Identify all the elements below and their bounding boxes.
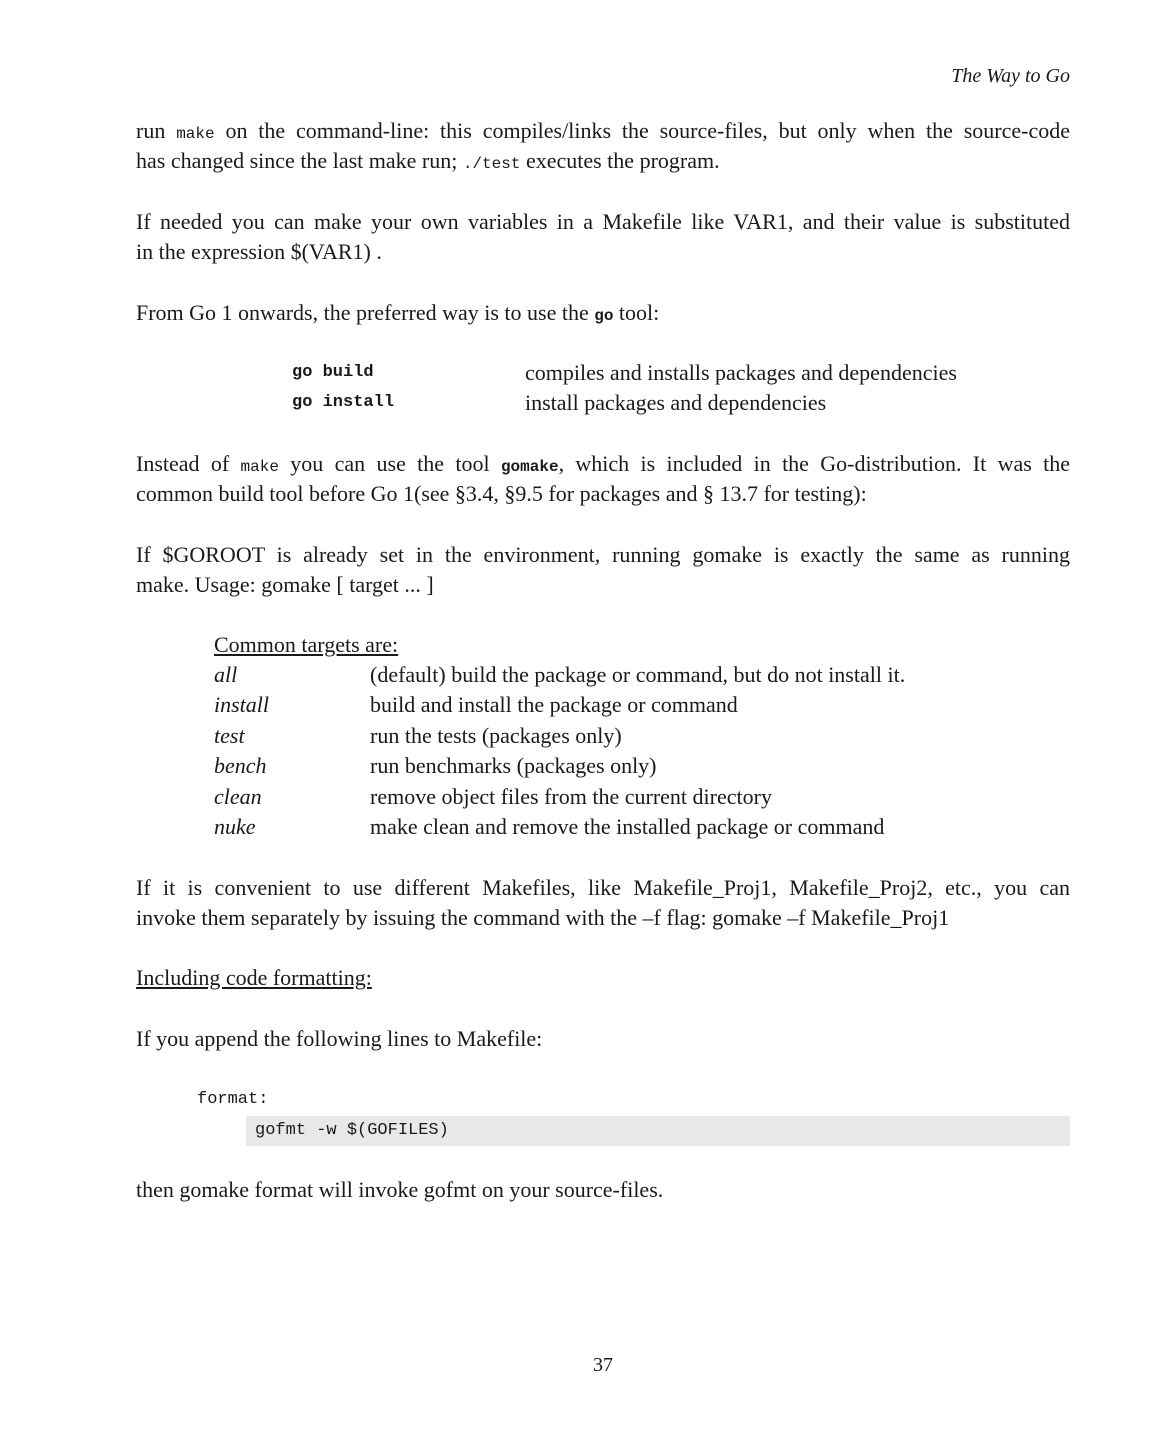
target-description: run the tests (packages only) [370,723,622,748]
page-number: 37 [593,1354,613,1376]
inline-code: make [176,125,215,143]
target-name: clean [214,784,262,809]
text-segment: If it is convenient to use different Makefiles, like Makefile_Proj1, Makefile_Proj2, etc., you can [136,875,1070,900]
text-line [136,208,1070,236]
text-segment: on the command-line: this compiles/links the source-files, but only when the source-code [214,118,1070,143]
text-segment: run [136,118,177,143]
target-name: install [214,692,270,717]
target-name: nuke [214,814,256,839]
command-description: compiles and installs packages and dependencies [525,360,957,385]
targets-heading: Common targets are: [214,632,399,657]
text-segment: executes the program. [520,148,720,173]
text-line [136,541,1070,569]
inline-code: go [594,307,614,325]
inline-code: gomake [500,458,559,476]
target-description: remove object files from the current directory [370,784,772,809]
command-description: install packages and dependencies [525,390,827,415]
text-segment: Including code formatting: [136,965,372,990]
text-segment: If $GOROOT is already set in the environment, running gomake is exactly the same as running [136,542,1070,567]
target-description: run benchmarks (packages only) [370,753,657,778]
inline-code: make [240,458,279,476]
target-description: (default) build the package or command, but do not install it. [370,662,906,687]
text-segment: has changed since the last make run; [136,148,463,173]
text-line [136,904,1070,932]
text-segment: Instead of [136,451,241,476]
command-name: go install [292,393,395,412]
text-segment: you can use the tool [278,451,501,476]
text-line [136,117,1070,145]
text-segment: common build tool before Go 1(see §3.4, §9.5 for packages and § 13.7 for testing): [136,481,867,506]
text-line [136,480,1070,508]
text-line [136,147,1070,175]
inline-code: ./test [462,155,521,173]
text-line [136,450,1070,478]
code-command: gofmt -w $(GOFILES) [255,1121,449,1140]
text-line [136,238,1070,266]
text-segment: , which is included in the Go-distribution. It was the [558,451,1070,476]
text-segment: From Go 1 onwards, the preferred way is to use the [136,300,595,325]
text-line [136,299,1070,327]
target-name: bench [214,753,267,778]
target-description: make clean and remove the installed package or command [370,814,885,839]
code-label: format: [197,1090,269,1109]
target-name: all [214,662,238,687]
text-line [136,571,1070,599]
running-header: The Way to Go [951,65,1070,87]
text-segment: then gomake format will invoke gofmt on your source-files. [136,1177,664,1202]
command-name: go build [292,363,374,382]
text-segment: tool: [613,300,660,325]
text-segment: If you append the following lines to Makefile: [136,1026,543,1051]
text-line [136,874,1070,902]
text-line [136,964,1070,992]
text-segment: make. Usage: gomake [ target ... ] [136,572,434,597]
target-description: build and install the package or command [370,692,738,717]
text-segment: in the expression $(VAR1) . [136,239,382,264]
text-line [136,1025,1070,1053]
text-segment: If needed you can make your own variables in a Makefile like VAR1, and their value is substituted [136,209,1070,234]
target-name: test [214,723,245,748]
text-segment: invoke them separately by issuing the command with the –f flag: gomake –f Makefile_Proj1 [136,905,950,930]
text-line [136,1176,1070,1204]
